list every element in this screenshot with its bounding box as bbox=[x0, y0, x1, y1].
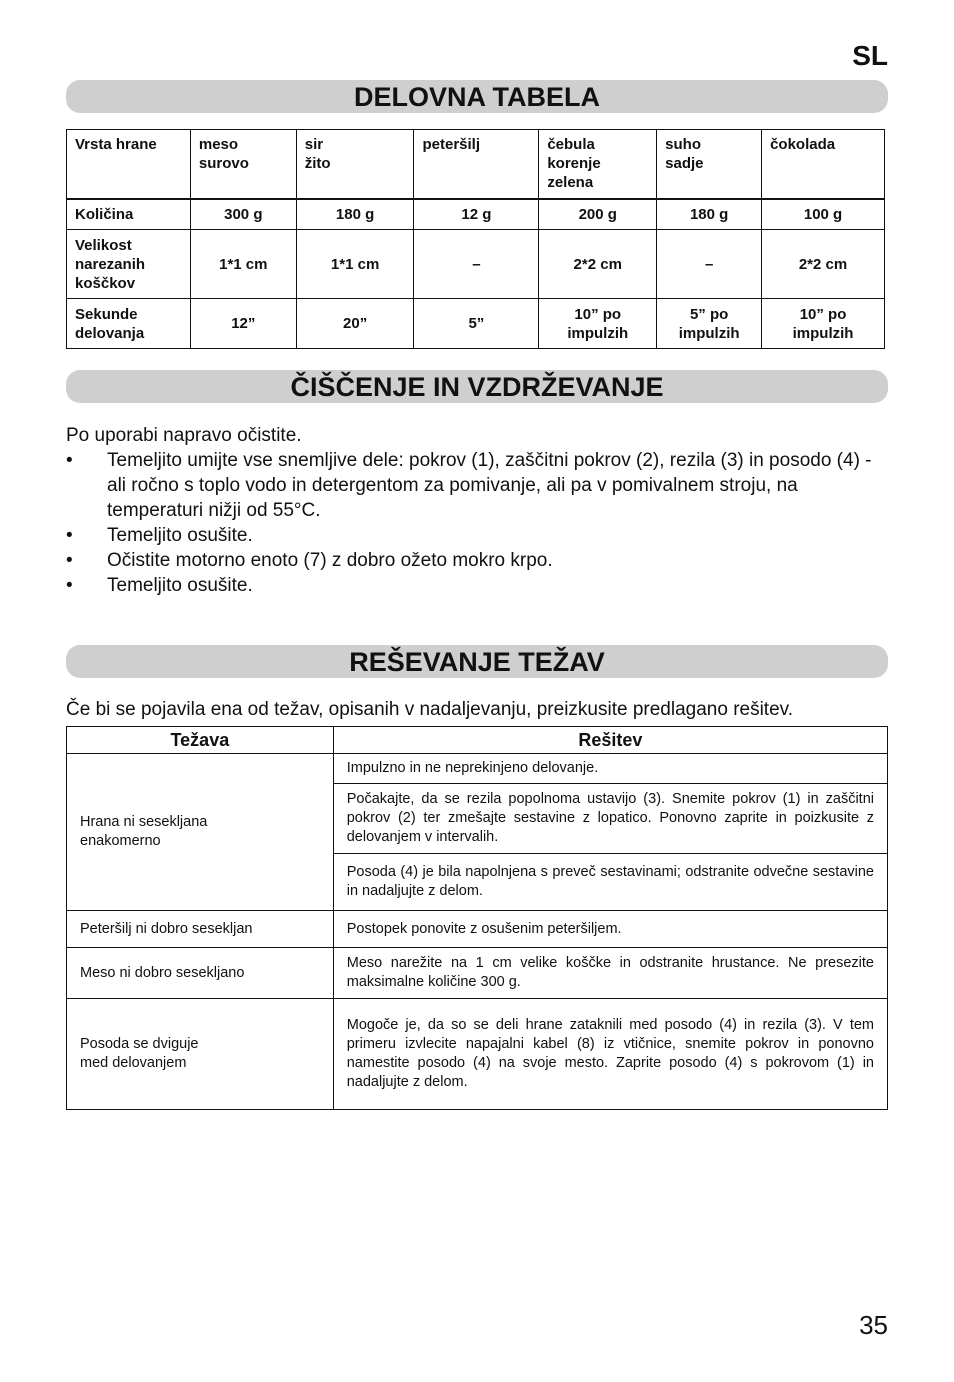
list-item bbox=[66, 448, 888, 523]
table-row bbox=[67, 948, 888, 999]
table-cell: 180 g bbox=[296, 199, 414, 230]
list-item bbox=[66, 548, 888, 573]
table-cell: – bbox=[414, 230, 539, 299]
table-cell: 5” bbox=[414, 299, 539, 349]
table-header-row bbox=[67, 727, 888, 754]
table-header-cell: suho sadje bbox=[657, 130, 762, 200]
problem-cell: Meso ni dobro sesekljano bbox=[67, 948, 334, 999]
table-row bbox=[67, 199, 885, 230]
table-cell: 1*1 cm bbox=[296, 230, 414, 299]
row-label: Količina bbox=[67, 199, 191, 230]
table-row bbox=[67, 299, 885, 349]
table-cell: 10” po impulzih bbox=[762, 299, 885, 349]
table-cell: 200 g bbox=[539, 199, 657, 230]
list-item bbox=[66, 573, 888, 598]
table-header-cell: čebula korenje zelena bbox=[539, 130, 657, 200]
cleaning-list bbox=[66, 448, 888, 598]
bullet-glyph: • bbox=[66, 450, 73, 471]
problem-cell: Hrana ni sesekljana enakomerno bbox=[67, 754, 334, 911]
list-item-text: Temeljito osušite. bbox=[107, 575, 253, 596]
solution-cell: Mogoče je, da so se deli hrane zataknili med posodo (4) in rezila (3). V tem primeru izvlecite napajalni kabel (8) iz vtičnice, snemite pokrov in ponovno namestite posodo (4) na svoje mesto. Zaprite posodo (4) s pokrovom (1) in nadaljujte z delom. bbox=[333, 999, 887, 1110]
table-header-cell: meso surovo bbox=[190, 130, 296, 200]
list-item bbox=[66, 523, 888, 548]
row-label: Velikost narezanih koščkov bbox=[67, 230, 191, 299]
table-cell: 12 g bbox=[414, 199, 539, 230]
list-item-text: Temeljito umijte vse snemljive dele: pokrov (1), zaščitni pokrov (2), rezila (3) in posodo (4) - ali ročno s toplo vodo in detergentom za pomivanje, ali pa v pomivalnem stroju, na temperaturi nižji od 55°C. bbox=[107, 450, 872, 521]
solution-cell: Meso narežite na 1 cm velike koščke in odstranite hrustance. Ne presezite maksimalne količine 300 g. bbox=[333, 948, 887, 999]
problem-column-header: Težava bbox=[67, 727, 334, 754]
section-title-work-table: DELOVNA TABELA bbox=[66, 80, 888, 113]
row-label: Sekunde delovanja bbox=[67, 299, 191, 349]
table-cell: 10” po impulzih bbox=[539, 299, 657, 349]
solution-cell: Počakajte, da se rezila popolnoma ustavijo (3). Snemite pokrov (1) in zaščitni pokrov (2) ter zmešajte sestavine z lopatico. Ponovno zaprite in poizkusite z delovanjem v intervalih. bbox=[333, 784, 887, 854]
bullet-glyph: • bbox=[66, 525, 73, 546]
table-cell: 2*2 cm bbox=[762, 230, 885, 299]
table-cell: 1*1 cm bbox=[190, 230, 296, 299]
bullet-glyph: • bbox=[66, 550, 73, 571]
solution-column-header: Rešitev bbox=[333, 727, 887, 754]
solution-cell: Impulzno in ne neprekinjeno delovanje. bbox=[333, 754, 887, 784]
table-cell: 100 g bbox=[762, 199, 885, 230]
bullet-glyph: • bbox=[66, 575, 73, 596]
table-cell: 5” po impulzih bbox=[657, 299, 762, 349]
table-header-cell: peteršilj bbox=[414, 130, 539, 200]
troubleshooting-table bbox=[66, 726, 888, 1110]
problem-cell: Peteršilj ni dobro sesekljan bbox=[67, 911, 334, 948]
work-table bbox=[66, 129, 885, 349]
page-number: 35 bbox=[859, 1310, 888, 1340]
table-cell: 300 g bbox=[190, 199, 296, 230]
table-header-cell: sir žito bbox=[296, 130, 414, 200]
section-title-troubleshooting: REŠEVANJE TEŽAV bbox=[66, 645, 888, 678]
table-cell: 2*2 cm bbox=[539, 230, 657, 299]
language-code: SL bbox=[852, 40, 888, 71]
table-cell: 20” bbox=[296, 299, 414, 349]
cleaning-intro: Po uporabi napravo očistite. bbox=[66, 425, 302, 446]
table-cell: 12” bbox=[190, 299, 296, 349]
table-row bbox=[67, 230, 885, 299]
list-item-text: Temeljito osušite. bbox=[107, 525, 253, 546]
list-item-text: Očistite motorno enoto (7) z dobro ožeto mokro krpo. bbox=[107, 550, 553, 571]
table-cell: – bbox=[657, 230, 762, 299]
section-title-cleaning: ČIŠČENJE IN VZDRŽEVANJE bbox=[66, 370, 888, 403]
table-header-cell: Vrsta hrane bbox=[67, 130, 191, 200]
table-header-row bbox=[67, 130, 885, 200]
table-row bbox=[67, 999, 888, 1110]
solution-cell: Postopek ponovite z osušenim peteršiljem. bbox=[333, 911, 887, 948]
problem-cell: Posoda se dviguje med delovanjem bbox=[67, 999, 334, 1110]
solution-cell: Posoda (4) je bila napolnjena s preveč sestavinami; odstranite odvečne sestavine in nadaljujte z delom. bbox=[333, 854, 887, 911]
table-header-cell: čokolada bbox=[762, 130, 885, 200]
troubleshooting-intro: Če bi se pojavila ena od težav, opisanih v nadaljevanju, preizkusite predlagano rešitev. bbox=[66, 699, 794, 720]
table-row bbox=[67, 754, 888, 784]
table-cell: 180 g bbox=[657, 199, 762, 230]
table-row bbox=[67, 911, 888, 948]
